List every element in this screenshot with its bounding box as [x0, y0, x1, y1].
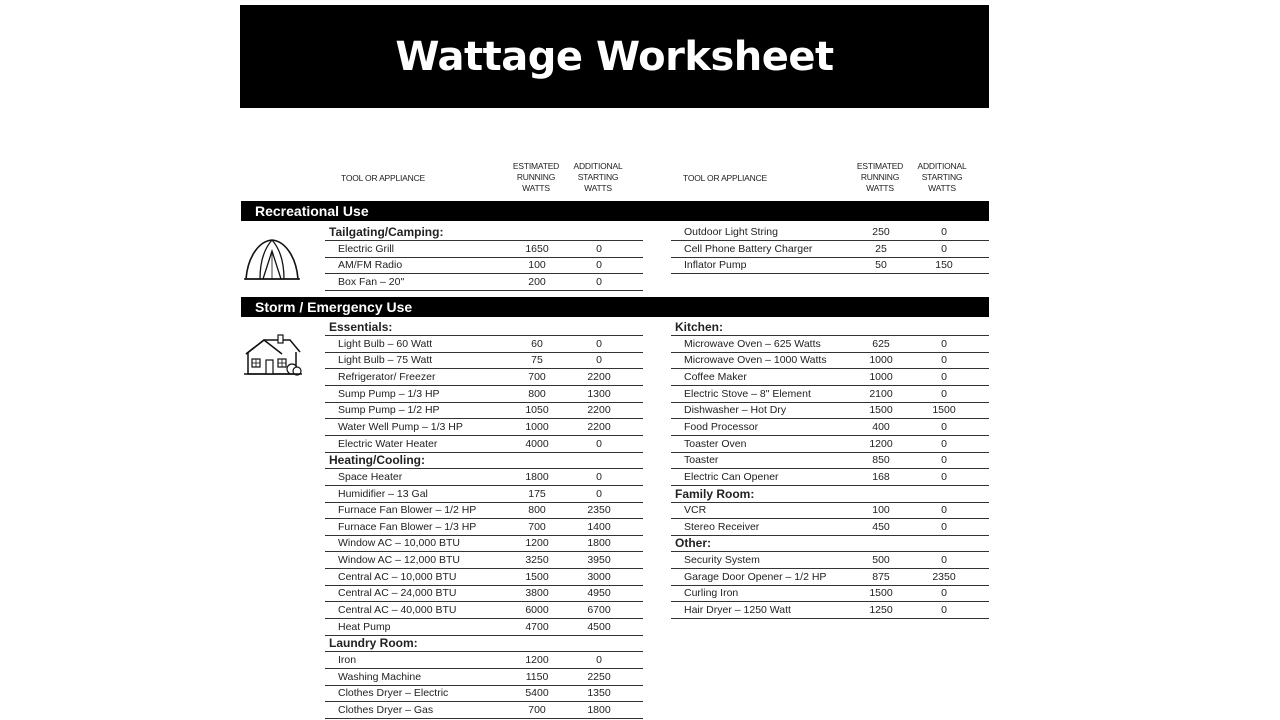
running-watts: 1500	[869, 587, 893, 599]
running-watts: 400	[872, 421, 890, 433]
starting-watts: 0	[941, 587, 947, 599]
table-row	[325, 685, 643, 702]
table-row	[671, 436, 989, 453]
starting-watts: 2200	[587, 421, 611, 433]
table-row	[325, 386, 643, 403]
appliance-name: Dishwasher – Hot Dry	[684, 404, 787, 416]
starting-watts: 1350	[587, 687, 611, 699]
appliance-name: Light Bulb – 60 Watt	[338, 338, 433, 350]
starting-watts: 0	[941, 554, 947, 566]
appliance-name: Food Processor	[684, 421, 759, 433]
section-bar-storm-emergency: Storm / Emergency Use	[241, 297, 989, 317]
running-watts: 250	[872, 226, 890, 238]
starting-watts: 0	[596, 488, 602, 500]
running-watts: 5400	[525, 687, 549, 699]
table-row	[325, 552, 643, 569]
running-watts: 50	[875, 259, 887, 271]
starting-watts: 0	[596, 354, 602, 366]
table-row	[325, 585, 643, 602]
starting-watts: 2350	[587, 504, 611, 516]
starting-watts: 3000	[587, 571, 611, 583]
appliance-name: Light Bulb – 75 Watt	[338, 354, 433, 366]
appliance-name: Toaster Oven	[684, 438, 747, 450]
starting-watts: 0	[941, 454, 947, 466]
running-watts: 800	[528, 388, 546, 400]
column-header-starting-left: ADDITIONAL STARTING WATTS	[573, 161, 623, 193]
appliance-name: Coffee Maker	[684, 371, 747, 383]
running-watts: 1200	[525, 654, 549, 666]
table-row	[325, 336, 643, 353]
appliance-name: Central AC – 40,000 BTU	[338, 604, 457, 616]
starting-watts: 0	[941, 604, 947, 616]
running-watts: 200	[528, 276, 546, 288]
starting-watts: 0	[596, 471, 602, 483]
running-watts: 100	[872, 504, 890, 516]
appliance-name: Clothes Dryer – Gas	[338, 704, 434, 716]
table-row	[671, 569, 989, 586]
running-watts: 1800	[525, 471, 549, 483]
table-row	[671, 469, 989, 486]
appliance-name: Garage Door Opener – 1/2 HP	[684, 571, 827, 583]
appliance-name: Curling Iron	[684, 587, 739, 599]
running-watts: 1150	[525, 671, 549, 683]
running-watts: 450	[872, 521, 890, 533]
appliance-name: Inflator Pump	[684, 259, 747, 271]
appliance-name: Furnace Fan Blower – 1/3 HP	[338, 521, 477, 533]
running-watts: 4700	[525, 621, 549, 633]
running-watts: 2100	[869, 388, 893, 400]
column-header-tool-right: TOOL OR APPLIANCE	[683, 173, 767, 183]
running-watts: 1000	[869, 354, 893, 366]
table-row	[325, 369, 643, 386]
starting-watts: 1800	[587, 537, 611, 549]
table-row	[671, 419, 989, 436]
running-watts: 1050	[525, 404, 549, 416]
starting-watts: 0	[596, 338, 602, 350]
starting-watts: 0	[941, 243, 947, 255]
running-watts: 1500	[525, 571, 549, 583]
starting-watts: 0	[941, 521, 947, 533]
table-row	[671, 257, 989, 274]
starting-watts: 0	[941, 388, 947, 400]
starting-watts: 6700	[587, 604, 611, 616]
appliance-name: Sump Pump – 1/2 HP	[338, 404, 440, 416]
table-row	[671, 336, 989, 353]
appliance-name: Sump Pump – 1/3 HP	[338, 388, 440, 400]
running-watts: 25	[875, 243, 887, 255]
appliance-name: Toaster	[684, 454, 719, 466]
appliance-name: Clothes Dryer – Electric	[338, 687, 449, 699]
table-row	[671, 552, 989, 569]
running-watts: 1000	[869, 371, 893, 383]
column-header-running-left: ESTIMATED RUNNING WATTS	[512, 161, 560, 193]
running-watts: 3800	[525, 587, 549, 599]
appliance-name: Electric Grill	[338, 243, 395, 255]
table-row	[325, 419, 643, 436]
table-row	[325, 502, 643, 519]
appliance-name: Stereo Receiver	[684, 521, 760, 533]
appliance-name: Refrigerator/ Freezer	[338, 371, 436, 383]
starting-watts: 4500	[587, 621, 611, 633]
table-row	[325, 535, 643, 552]
starting-watts: 0	[596, 654, 602, 666]
running-watts: 1200	[525, 537, 549, 549]
appliance-name: Central AC – 24,000 BTU	[338, 587, 457, 599]
starting-watts: 0	[596, 259, 602, 271]
appliance-name: Iron	[338, 654, 357, 666]
running-watts: 800	[528, 504, 546, 516]
table-row	[325, 619, 643, 636]
appliance-name: Microwave Oven – 1000 Watts	[684, 354, 827, 366]
table-row	[671, 369, 989, 386]
table-row	[671, 602, 989, 619]
table-row	[671, 241, 989, 258]
running-watts: 1000	[525, 421, 549, 433]
column-header-starting-right: ADDITIONAL STARTING WATTS	[917, 161, 967, 193]
group-heading: Family Room:	[671, 486, 989, 503]
house-icon	[242, 332, 304, 378]
running-watts: 500	[872, 554, 890, 566]
group-heading: Kitchen:	[671, 319, 989, 336]
running-watts: 875	[872, 571, 890, 583]
appliance-name: Microwave Oven – 625 Watts	[684, 338, 821, 350]
table-row	[325, 352, 643, 369]
running-watts: 100	[528, 259, 546, 271]
starting-watts: 0	[941, 421, 947, 433]
starting-watts: 0	[941, 226, 947, 238]
running-watts: 4000	[525, 438, 549, 450]
starting-watts: 0	[596, 438, 602, 450]
appliance-name: Box Fan – 20"	[338, 276, 405, 288]
appliance-name: Window AC – 12,000 BTU	[338, 554, 460, 566]
running-watts: 850	[872, 454, 890, 466]
starting-watts: 0	[941, 438, 947, 450]
group-heading: Heating/Cooling:	[325, 452, 643, 469]
running-watts: 1500	[869, 404, 893, 416]
column-header-running-right: ESTIMATED RUNNING WATTS	[856, 161, 904, 193]
tent-icon	[242, 235, 302, 283]
appliance-name: Washing Machine	[338, 671, 422, 683]
running-watts: 700	[528, 521, 546, 533]
table-row	[325, 486, 643, 503]
running-watts: 700	[528, 704, 546, 716]
appliance-name: Central AC – 10,000 BTU	[338, 571, 457, 583]
starting-watts: 3950	[587, 554, 611, 566]
group-heading: Other:	[671, 535, 989, 552]
starting-watts: 1400	[587, 521, 611, 533]
table-row	[671, 402, 989, 419]
running-watts: 175	[528, 488, 546, 500]
appliance-name: Electric Water Heater	[338, 438, 438, 450]
starting-watts: 4950	[587, 587, 611, 599]
table-row	[671, 452, 989, 469]
table-row	[325, 569, 643, 586]
running-watts: 1200	[869, 438, 893, 450]
table-row	[325, 241, 643, 258]
appliance-name: Cell Phone Battery Charger	[684, 243, 813, 255]
running-watts: 1650	[525, 243, 549, 255]
starting-watts: 0	[596, 243, 602, 255]
table-row	[325, 257, 643, 274]
column-header-tool-left: TOOL OR APPLIANCE	[341, 173, 425, 183]
starting-watts: 0	[596, 276, 602, 288]
starting-watts: 1500	[932, 404, 956, 416]
appliance-name: Electric Stove – 8" Element	[684, 388, 811, 400]
table-row	[325, 402, 643, 419]
running-watts: 3250	[525, 554, 549, 566]
group-heading: Tailgating/Camping:	[325, 224, 643, 241]
starting-watts: 2200	[587, 371, 611, 383]
table-row	[671, 585, 989, 602]
appliance-name: Heat Pump	[338, 621, 391, 633]
appliance-name: Window AC – 10,000 BTU	[338, 537, 460, 549]
section-bar-recreational: Recreational Use	[241, 201, 989, 221]
running-watts: 60	[531, 338, 543, 350]
starting-watts: 2200	[587, 404, 611, 416]
running-watts: 700	[528, 371, 546, 383]
starting-watts: 0	[941, 471, 947, 483]
table-row	[325, 652, 643, 669]
table-row	[671, 386, 989, 403]
page-title: Wattage Worksheet	[240, 5, 989, 108]
table-row	[671, 519, 989, 536]
appliance-name: Humidifier – 13 Gal	[338, 488, 428, 500]
appliance-name: Space Heater	[338, 471, 403, 483]
appliance-name: Electric Can Opener	[684, 471, 779, 483]
table-row	[325, 669, 643, 686]
appliance-name: Hair Dryer – 1250 Watt	[684, 604, 791, 616]
running-watts: 75	[531, 354, 543, 366]
starting-watts: 0	[941, 338, 947, 350]
group-heading: Laundry Room:	[325, 635, 643, 652]
running-watts: 168	[872, 471, 890, 483]
table-row	[325, 602, 643, 619]
starting-watts: 1800	[587, 704, 611, 716]
appliance-name: Water Well Pump – 1/3 HP	[338, 421, 463, 433]
table-row	[671, 224, 989, 241]
table-row	[325, 469, 643, 486]
appliance-name: AM/FM Radio	[338, 259, 403, 271]
starting-watts: 150	[935, 259, 953, 271]
starting-watts: 0	[941, 504, 947, 516]
starting-watts: 0	[941, 371, 947, 383]
appliance-name: Security System	[684, 554, 760, 566]
starting-watts: 2350	[932, 571, 956, 583]
appliance-name: VCR	[684, 504, 707, 516]
table-row	[325, 436, 643, 453]
starting-watts: 2250	[587, 671, 611, 683]
table-row	[671, 502, 989, 519]
running-watts: 625	[872, 338, 890, 350]
running-watts: 1250	[869, 604, 893, 616]
appliance-name: Outdoor Light String	[684, 226, 778, 238]
starting-watts: 0	[941, 354, 947, 366]
running-watts: 6000	[525, 604, 549, 616]
group-heading: Essentials:	[325, 319, 643, 336]
table-row	[671, 352, 989, 369]
appliance-name: Furnace Fan Blower – 1/2 HP	[338, 504, 477, 516]
table-row	[325, 274, 643, 291]
starting-watts: 1300	[587, 388, 611, 400]
table-row	[325, 702, 643, 719]
table-row	[325, 519, 643, 536]
